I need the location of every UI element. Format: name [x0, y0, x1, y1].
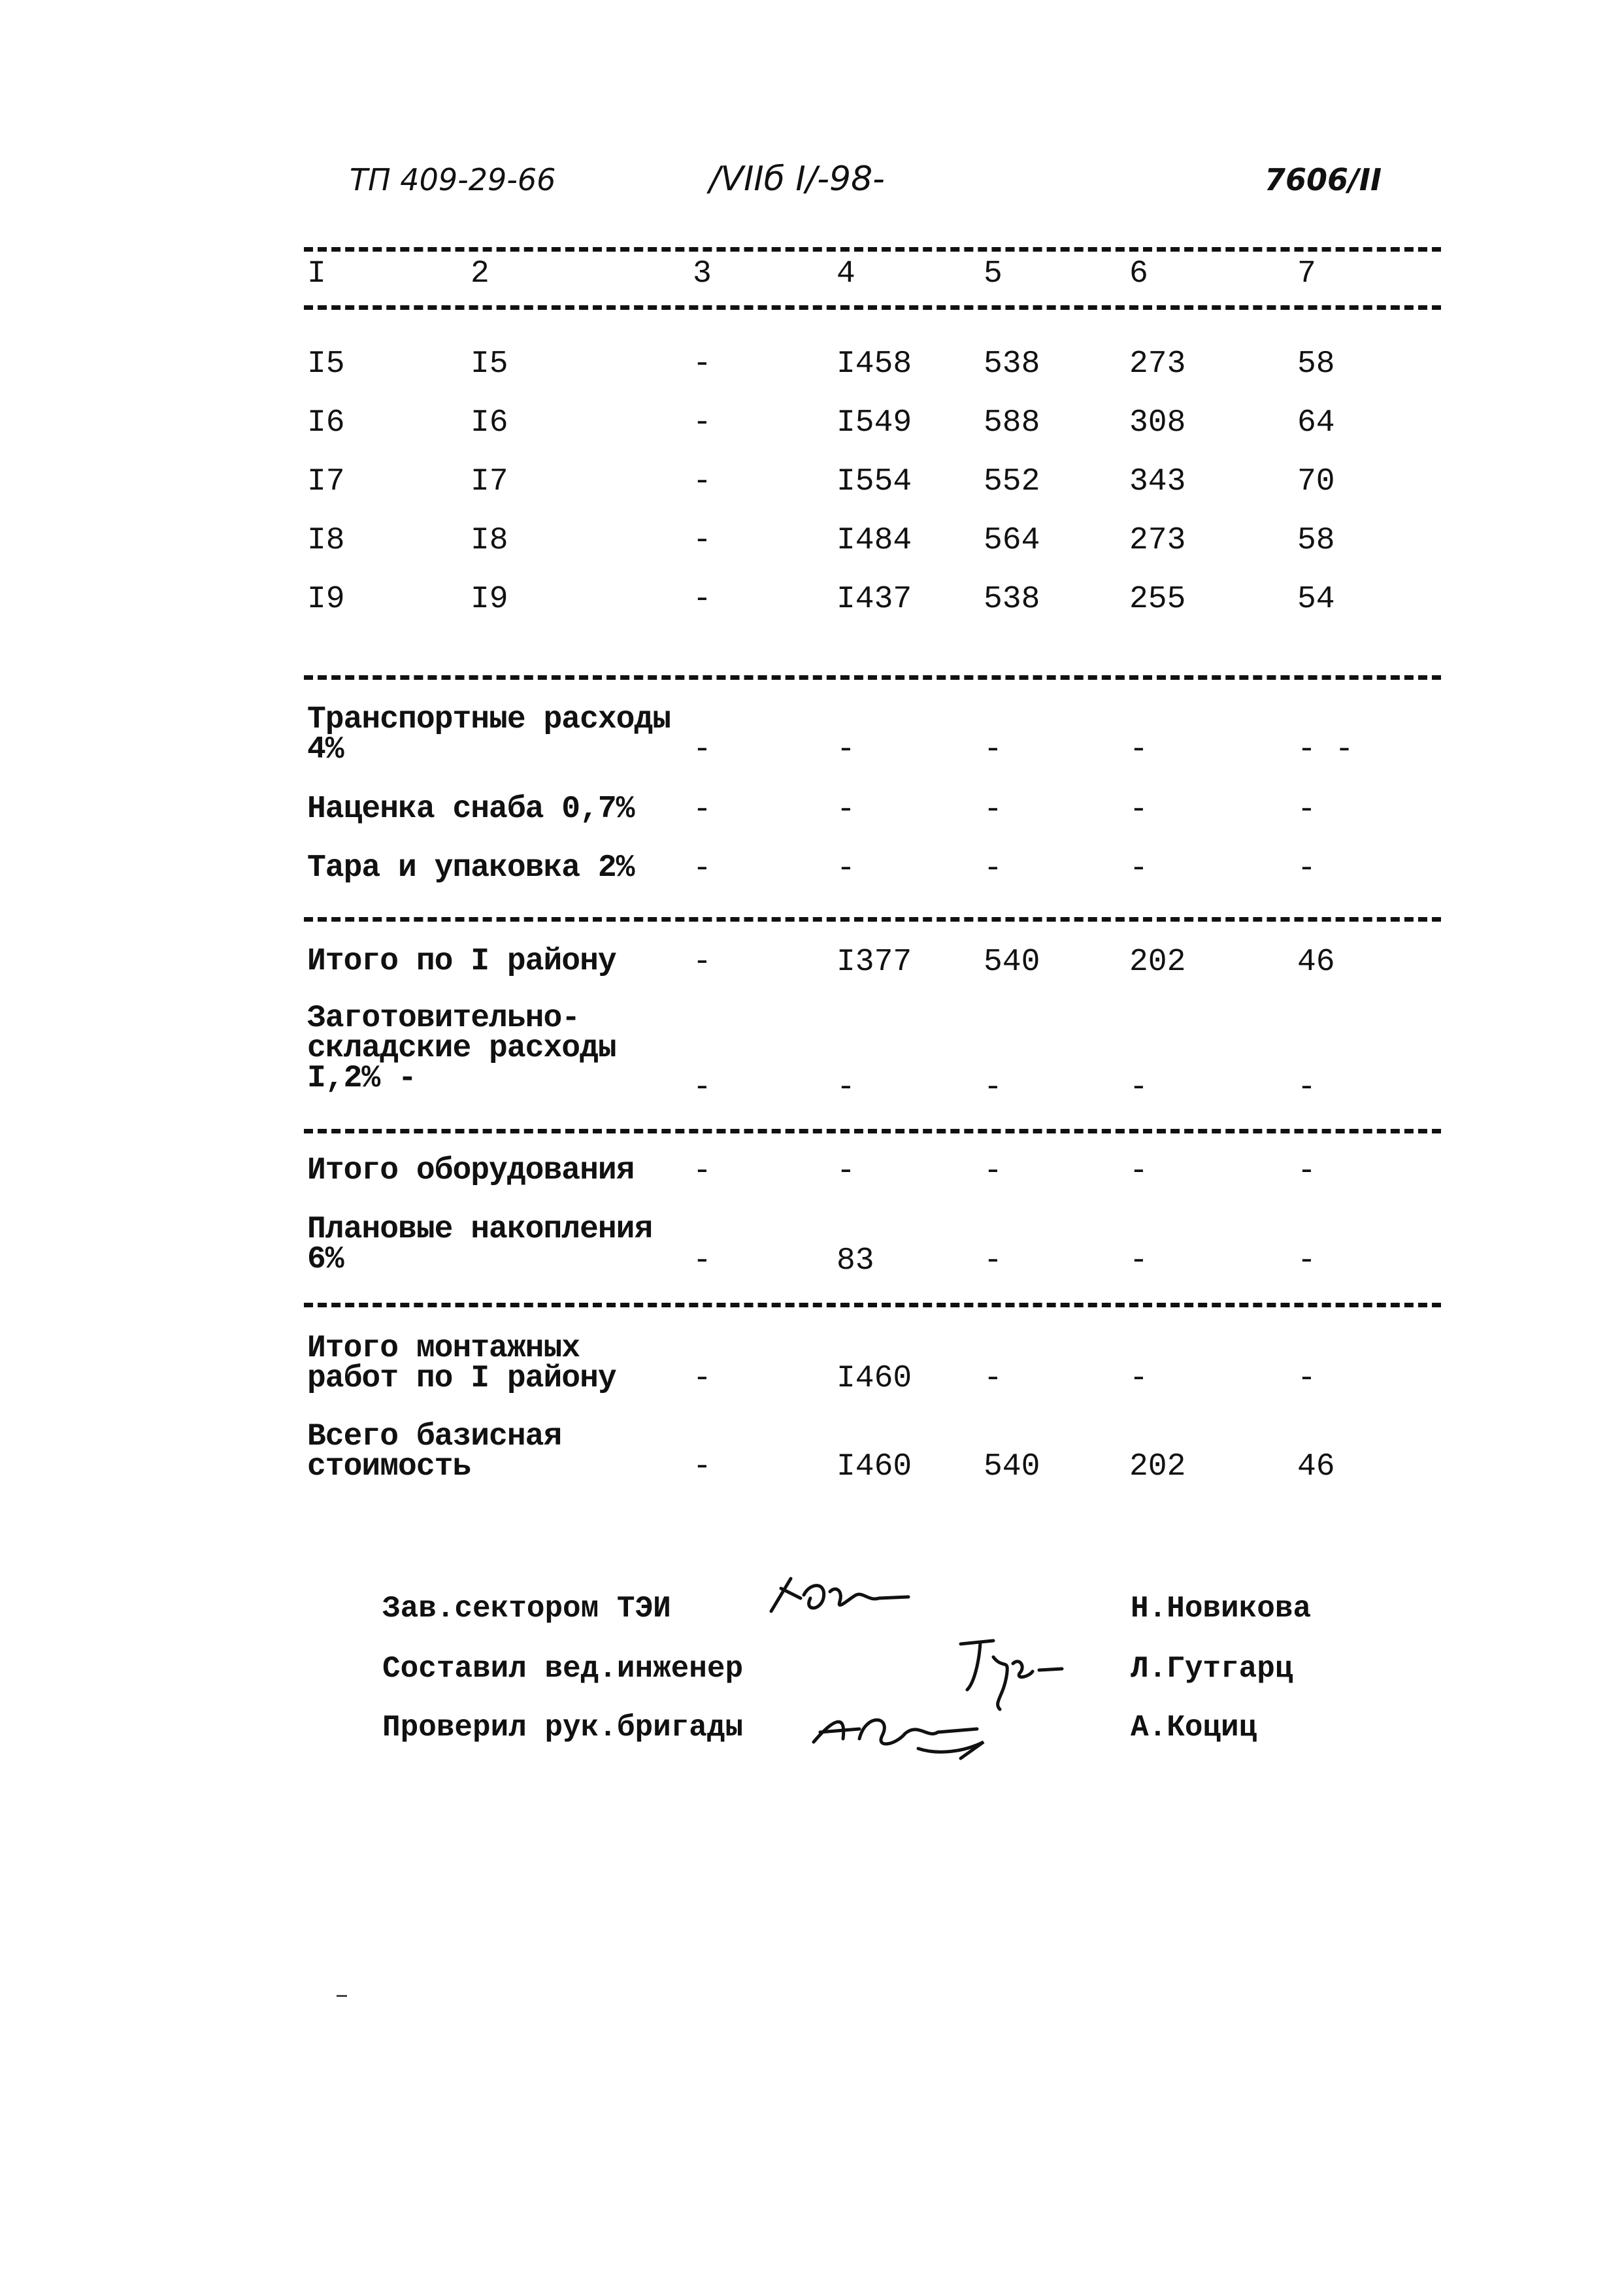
cell: 54	[1297, 582, 1335, 617]
cell: I554	[837, 464, 912, 499]
cell: -	[984, 792, 1003, 828]
column-header: 7	[1297, 256, 1316, 292]
cell: -	[1297, 1154, 1316, 1189]
signature-role: Проверил рук.бригады	[382, 1711, 744, 1745]
row-label: Итого оборудования	[307, 1153, 635, 1188]
cell: -	[837, 792, 855, 828]
cell: -	[693, 1449, 712, 1484]
cell: -	[1129, 1154, 1148, 1189]
doc-code: ТП 409-29-66	[350, 162, 556, 197]
cell: 552	[984, 464, 1040, 499]
cell: 273	[1129, 346, 1186, 382]
cell: I484	[837, 523, 912, 558]
cell: 540	[984, 1449, 1040, 1484]
cell: 46	[1297, 1449, 1335, 1484]
cell: -	[1297, 1243, 1316, 1279]
cell: 538	[984, 582, 1040, 617]
cell: -	[837, 851, 855, 886]
column-header: 2	[471, 256, 489, 292]
cell: -	[984, 1070, 1003, 1105]
cell: -	[1129, 1361, 1148, 1396]
signature-name: А.Коциц	[1131, 1711, 1257, 1745]
cell: -	[1129, 1243, 1148, 1279]
cell: -	[693, 405, 712, 441]
row-label: Итого монтажных работ по I району	[307, 1331, 616, 1396]
cell: -	[837, 1070, 855, 1105]
cell: 83	[837, 1243, 874, 1279]
cell: 538	[984, 346, 1040, 382]
handwritten-signature	[765, 1559, 915, 1631]
cell: 58	[1297, 346, 1335, 382]
album-ref: /VIIб I/-98-	[709, 159, 885, 199]
cell: -	[693, 464, 712, 499]
cell: 255	[1129, 582, 1186, 617]
cell: 343	[1129, 464, 1186, 499]
cell: 588	[984, 405, 1040, 441]
cell: -	[693, 732, 712, 767]
cell: I9	[307, 582, 345, 617]
row-label: Итого по I району	[307, 944, 616, 979]
cell: I460	[837, 1361, 912, 1396]
row-label: Всего базисная стоимость	[307, 1419, 562, 1484]
cell: I460	[837, 1449, 912, 1484]
cell: -	[1129, 851, 1148, 886]
cell: -	[1297, 792, 1316, 828]
cell: I5	[307, 346, 345, 382]
cell: I7	[307, 464, 345, 499]
column-header: 3	[693, 256, 712, 292]
cell: -	[693, 945, 712, 980]
cell: 70	[1297, 464, 1335, 499]
cell: 308	[1129, 405, 1186, 441]
signature-role: Зав.сектором ТЭИ	[382, 1592, 671, 1626]
table-rule	[304, 1129, 1441, 1133]
handwritten-signature	[807, 1693, 997, 1765]
cell: 58	[1297, 523, 1335, 558]
cell: -	[693, 346, 712, 382]
cell: -	[693, 1243, 712, 1279]
stray-mark	[337, 1995, 347, 1997]
cell: -	[1129, 732, 1148, 767]
cell: -	[1297, 1361, 1316, 1396]
table-rule	[304, 247, 1441, 252]
cell: -	[984, 732, 1003, 767]
cell: I9	[471, 582, 508, 617]
cell: I437	[837, 582, 912, 617]
row-label: Тара и упаковка 2%	[307, 850, 635, 886]
cell: 273	[1129, 523, 1186, 558]
cell: -	[984, 1361, 1003, 1396]
cell: 540	[984, 945, 1040, 980]
table-rule	[304, 1303, 1441, 1307]
cell: I549	[837, 405, 912, 441]
row-label: Заготовительно-складские расходы I,2% -	[307, 1001, 616, 1096]
cell: -	[1129, 792, 1148, 828]
cell: I5	[471, 346, 508, 382]
table-rule	[304, 917, 1441, 922]
table-rule	[304, 305, 1441, 310]
cell: -	[1297, 851, 1316, 886]
cell: I7	[471, 464, 508, 499]
row-label: Плановые накопления 6%	[307, 1212, 653, 1277]
cell: I8	[471, 523, 508, 558]
cell: I377	[837, 945, 912, 980]
cell: -	[693, 582, 712, 617]
column-header: 4	[837, 256, 855, 292]
cell: 202	[1129, 945, 1186, 980]
table-rule	[304, 675, 1441, 680]
cell: 64	[1297, 405, 1335, 441]
sheet-number: 7606/II	[1265, 162, 1382, 197]
column-header: 5	[984, 256, 1003, 292]
cell: -	[837, 732, 855, 767]
cell: I8	[307, 523, 345, 558]
cell: -	[693, 851, 712, 886]
signature-role: Составил вед.инженер	[382, 1652, 744, 1686]
cell: 202	[1129, 1449, 1186, 1484]
cell: -	[693, 523, 712, 558]
cell: I6	[471, 405, 508, 441]
cell: -	[693, 1070, 712, 1105]
row-label: Транспортные расходы 4%	[307, 702, 671, 767]
column-header: 6	[1129, 256, 1148, 292]
cell: 564	[984, 523, 1040, 558]
cell: -	[837, 1154, 855, 1189]
cell: -	[1297, 1070, 1316, 1105]
signature-name: Н.Новикова	[1131, 1592, 1312, 1626]
row-label: Наценка снаба 0,7%	[307, 792, 635, 827]
cell: -	[984, 1154, 1003, 1189]
cell: I458	[837, 346, 912, 382]
cell: -	[693, 1154, 712, 1189]
cell: -	[984, 851, 1003, 886]
cell: -	[693, 1361, 712, 1396]
signature-name: Л.Гутгарц	[1131, 1652, 1293, 1686]
cell: I6	[307, 405, 345, 441]
column-header: I	[307, 256, 326, 292]
cell: -	[984, 1243, 1003, 1279]
cell: - -	[1297, 732, 1354, 767]
cell: 46	[1297, 945, 1335, 980]
cell: -	[693, 792, 712, 828]
cell: -	[1129, 1070, 1148, 1105]
